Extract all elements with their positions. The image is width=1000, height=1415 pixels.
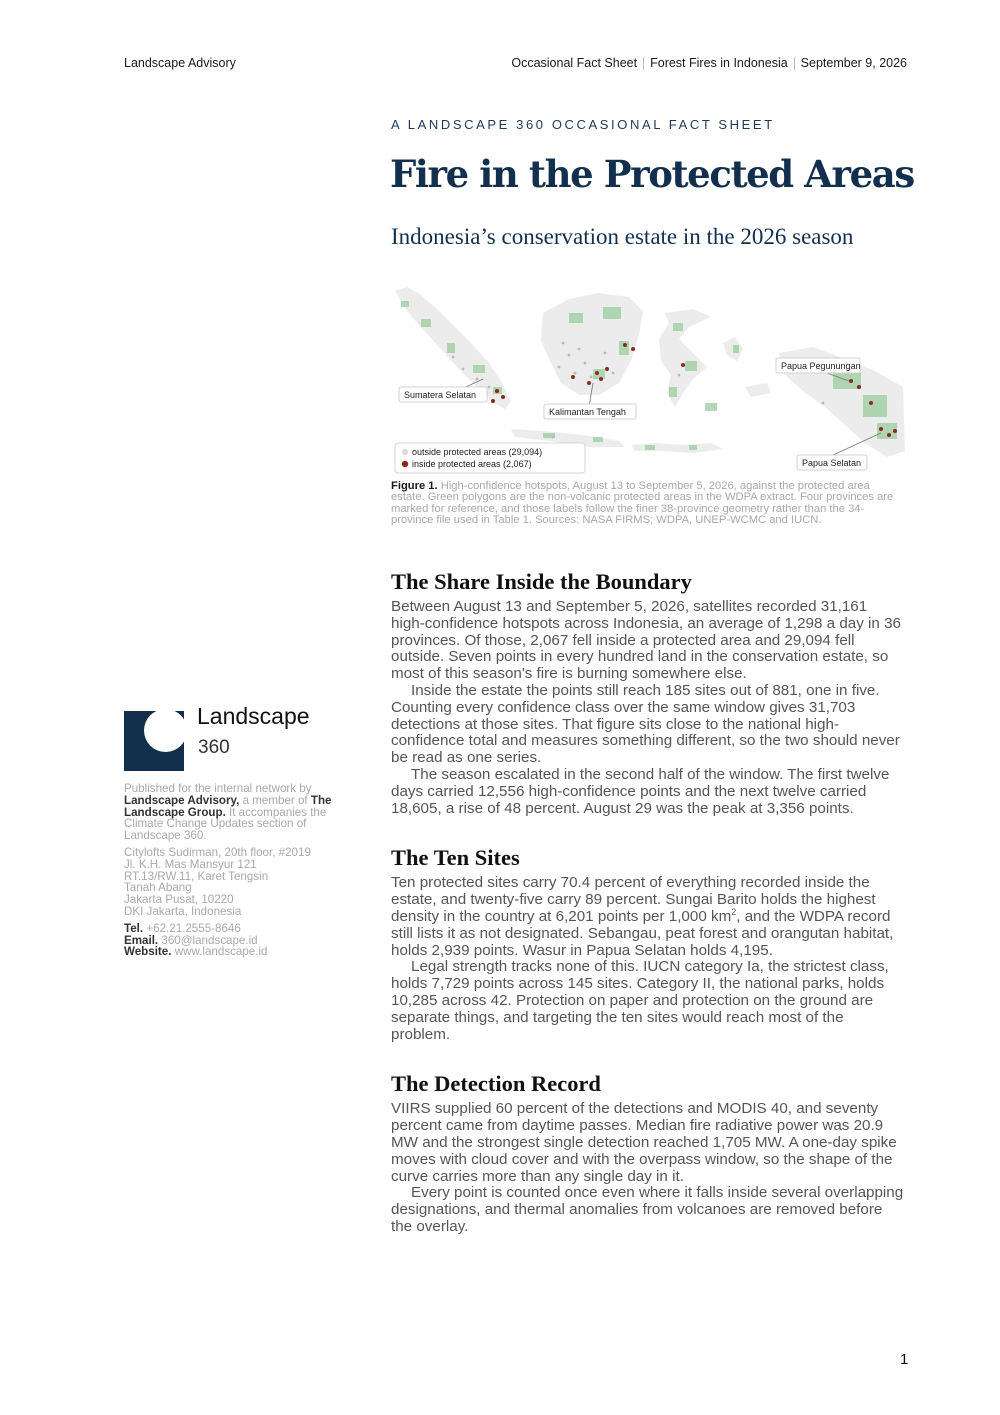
publisher-text: Published for the internal network by xyxy=(124,782,312,795)
contact-website xyxy=(124,946,344,958)
hotspot-point xyxy=(623,343,627,347)
hotspot-point xyxy=(869,401,873,405)
address-line: DKI Jakarta, Indonesia xyxy=(124,904,242,918)
hotspot-point xyxy=(574,372,577,375)
protected-area xyxy=(863,395,887,417)
publisher-note xyxy=(124,783,344,842)
island-sulawesi xyxy=(659,309,711,407)
hotspot-point xyxy=(631,347,635,351)
hotspot-point xyxy=(571,375,575,379)
protected-area xyxy=(685,361,697,371)
legend-inside-label: inside protected areas (2,067) xyxy=(412,459,532,469)
protected-area xyxy=(689,445,697,450)
protected-area xyxy=(421,319,431,327)
address-line: Tanah Abang xyxy=(124,881,192,895)
paragraph: Every point is counted once even where it falls inside several overlapping designations, and thermal anomalies from volcanoes are removed before the overlay. xyxy=(391,1184,904,1235)
hotspot-point xyxy=(822,402,825,405)
hotspot-point xyxy=(462,368,465,371)
hotspot-point xyxy=(595,371,599,375)
protected-area xyxy=(593,437,603,442)
page-number: 1 xyxy=(900,1351,909,1368)
protected-area xyxy=(733,345,739,353)
header-divider xyxy=(643,57,644,70)
section-ten-sites xyxy=(391,843,905,1043)
header-topic: Forest Fires in Indonesia xyxy=(650,56,788,70)
paragraph-text: , and the WDPA record still lists it as not designated. Sebangau, peat forest and orangutan habitat, holds 2,939 points. Wasur in Papua Selatan holds 4,195. xyxy=(391,907,894,959)
legend-inside-swatch xyxy=(402,461,408,467)
tel-value: +62.21.2555-8646 xyxy=(146,921,241,935)
figure-label: Figure 1. xyxy=(391,480,438,492)
brand-number: 360 xyxy=(198,737,230,758)
header-meta xyxy=(511,56,907,70)
hotspot-point xyxy=(678,374,681,377)
publisher-text: a member of xyxy=(239,793,311,807)
main-content xyxy=(391,567,905,1262)
publisher-org: Landscape Advisory, xyxy=(124,793,240,807)
paragraph: Legal strength tracks none of this. IUCN category Ia, the strictest class, holds 7,729 points across 145 sites. Category II, the national parks, holds 10,285 across 42. Protection on paper and protection on the ground are separate things, and targeting the ten sites would reach most of the problem. xyxy=(391,958,889,1043)
hotspot-map xyxy=(393,283,905,475)
island-maluku xyxy=(723,337,771,397)
paragraph xyxy=(391,875,905,959)
hotspot-point xyxy=(562,342,565,345)
figure-caption xyxy=(391,481,903,527)
contact-block xyxy=(124,923,344,958)
hotspot-point xyxy=(849,379,853,383)
address-line: RT.13/RW.11, Karet Tengsin xyxy=(124,869,269,883)
protected-area xyxy=(401,301,409,307)
paragraph: Inside the estate the points still reach 185 sites out of 881, one in five. Counting every confidence class over the same window gives 31,703 detections at those sites. That figure sits close to the national high-confidence total and measures something different, so the two should never be read as one series. xyxy=(391,681,900,767)
publisher-text: It accompanies the Climate Change Updates section of Landscape 360. xyxy=(124,805,327,843)
protected-area xyxy=(645,445,655,450)
section-detection-record xyxy=(391,1069,905,1235)
hotspot-point xyxy=(488,386,491,389)
hotspot-point xyxy=(568,354,571,357)
brand-logo xyxy=(124,711,184,771)
header-series: Occasional Fact Sheet xyxy=(511,56,638,70)
label-papua-pegunungan: Papua Pegunungan xyxy=(781,361,861,371)
hotspot-point xyxy=(590,376,593,379)
sidebar-colophon xyxy=(124,783,344,963)
label-sumatera-selatan: Sumatera Selatan xyxy=(404,390,477,400)
hotspot-point xyxy=(857,385,861,389)
hotspot-point xyxy=(452,356,455,359)
legend-outside-label: outside protected areas (29,094) xyxy=(412,447,543,457)
paragraph: The season escalated in the second half of the window. The first twelve days carried 12,556 high-confidence points and the next twelve carried 18,605, a rise of 48 percent. August 29 was the peak at 3,356 points. xyxy=(391,765,890,817)
contact-label: Tel. xyxy=(124,921,144,935)
section-heading: The Share Inside the Boundary xyxy=(391,569,692,594)
page-title: Fire in the Protected Areas xyxy=(390,152,914,196)
hotspot-point xyxy=(612,372,615,375)
kicker: A LANDSCAPE 360 OCCASIONAL FACT SHEET xyxy=(391,117,775,132)
paragraph-text: Ten protected sites carry 70.4 percent of everything recorded inside the estate, and twenty-five carry 89 percent. Sungai Barito holds the highest density in the country at 6,201 points per 1,000 km xyxy=(391,874,876,925)
protected-area xyxy=(447,343,455,353)
protected-area xyxy=(603,307,621,319)
section-heading: The Detection Record xyxy=(391,1071,601,1097)
hotspot-point xyxy=(558,366,561,369)
protected-area xyxy=(673,323,683,331)
hotspot-point xyxy=(879,427,883,431)
page-subtitle: Indonesia’s conservation estate in the 2026 season xyxy=(391,224,854,249)
label-kalimantan-tengah: Kalimantan Tengah xyxy=(549,407,626,417)
contact-label: Website. xyxy=(124,945,172,959)
website-link[interactable]: www.landscape.id xyxy=(174,945,268,959)
island-nusa-tenggara xyxy=(631,443,723,453)
address-block xyxy=(124,847,344,918)
header-date: September 9, 2026 xyxy=(800,56,907,70)
hotspot-point xyxy=(681,363,685,367)
header-divider xyxy=(794,57,795,70)
hotspot-point xyxy=(501,395,505,399)
hotspot-point xyxy=(476,378,479,381)
map-legend xyxy=(395,443,585,473)
address-line: Jl. K.H. Mas Mansyur 121 xyxy=(124,857,257,871)
protected-area xyxy=(669,387,677,397)
hotspot-point xyxy=(604,352,607,355)
label-papua-selatan: Papua Selatan xyxy=(802,458,862,468)
protected-area xyxy=(833,373,861,389)
hotspot-point xyxy=(587,381,591,385)
publisher-group: The Landscape Group. xyxy=(124,793,332,819)
hotspot-point xyxy=(893,429,897,433)
legend-outside-swatch xyxy=(402,449,408,455)
hotspot-point xyxy=(584,362,587,365)
address-line: Jakarta Pusat, 10220 xyxy=(124,893,234,907)
hotspot-point xyxy=(599,377,603,381)
protected-area xyxy=(473,365,485,373)
hotspot-point xyxy=(552,436,555,439)
hotspot-point xyxy=(605,367,609,371)
protected-area xyxy=(705,403,717,411)
paragraph: VIIRS supplied 60 percent of the detections and MODIS 40, and seventy percent came from daytime passes. Median fire radiative power was 20.9 MW and the strongest single detection reached 1,705 MW. A one-day spike moves with cloud cover and with the overpass window, so the shape of the curve carries more than any single day in it. xyxy=(391,1100,897,1185)
superscript: 2 xyxy=(731,906,737,917)
section-heading: The Ten Sites xyxy=(391,845,520,871)
protected-area xyxy=(619,341,629,355)
logo-circle xyxy=(144,711,184,752)
hotspot-point xyxy=(887,433,891,437)
address-line: Citylofts Sudirman, 20th floor, #2019 xyxy=(124,845,311,859)
hotspot-point xyxy=(495,389,499,393)
protected-area xyxy=(569,313,583,323)
hotspot-point xyxy=(491,399,495,403)
header-org: Landscape Advisory xyxy=(124,56,236,70)
map-svg xyxy=(393,283,905,475)
figure-caption-text: High-confidence hotspots, August 13 to September 5, 2026, against the protected area estate. Green polygons are the non-volcanic protected areas in the WDPA extract. Four provinces are marked for reference, and those labels follow the finer 38-province geometry rather than the 34-province file used in Table 1. Sources: NASA FIRMS; WDPA, UNEP-WCMC and IUCN. xyxy=(391,480,894,527)
contact-label: Email. xyxy=(124,933,159,947)
section-share xyxy=(391,567,905,817)
paragraph: Between August 13 and September 5, 2026, satellites recorded 31,161 high-confidence hotspots across Indonesia, an average of 1,298 a day in 36 provinces. Of those, 2,067 fell inside a protected area and 29,094 fell outside. Seven points in every hundred land in the conservation estate, so most of this season's fire is burning somewhere else. xyxy=(391,598,901,683)
email-link[interactable]: 360@landscape.id xyxy=(161,933,258,947)
brand-word: Landscape xyxy=(197,703,310,729)
protected-area xyxy=(593,369,605,379)
hotspot-point xyxy=(578,348,581,351)
